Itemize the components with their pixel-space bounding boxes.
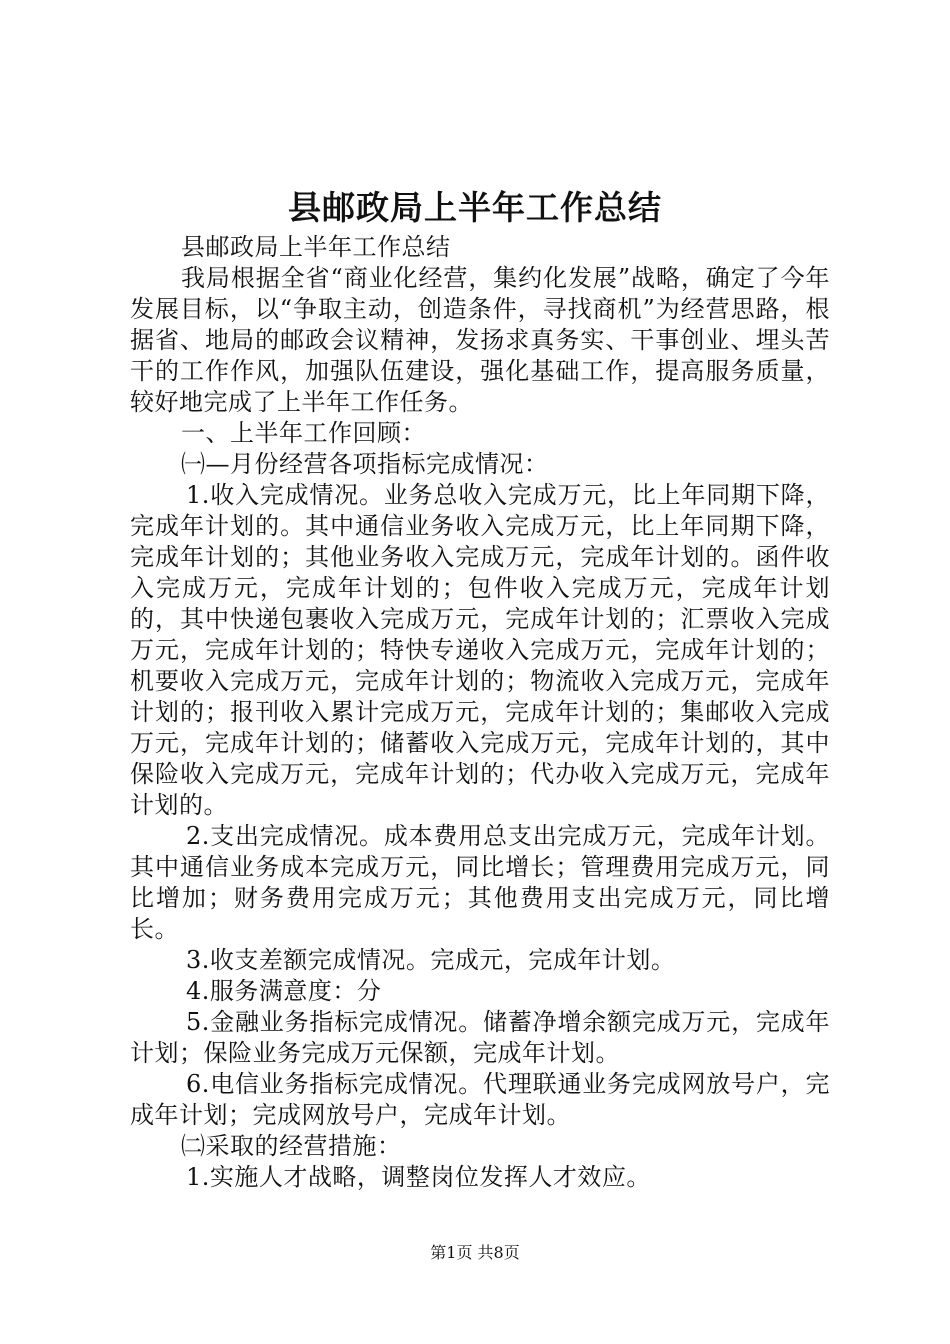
paragraph-balance: 3.收支差额完成情况。完成元，完成年计划。 [186,946,676,974]
document-title: 县邮政局上半年工作总结 [288,188,662,227]
subsection-heading-measures: ㈡采取的经营措施： [181,1132,402,1160]
paragraph-talent-strategy: 1.实施人才战略，调整岗位发挥人才效应。 [186,1163,651,1191]
section-heading-review: 一、上半年工作回顾： [181,419,426,447]
paragraph-subtitle: 县邮政局上半年工作总结 [181,233,451,261]
paragraph-telecom: 6.电信业务指标完成情况。代理联通业务完成网放号户，完成年计划；完成网放号户，完成年计划。 [130,1070,830,1129]
paragraph-satisfaction: 4.服务满意度：分 [186,977,382,1005]
paragraph-income: 1.收入完成情况。业务总收入完成万元，比上年同期下降，完成年计划的。其中通信业务收入完成万元，比上年同期下降，完成年计划的；其他业务收入完成万元，完成年计划的。函件收入完成万元，完成年计划的；包件收入完成万元，完成年计划的，其中快递包裹收入完成万元，完成年计划的；汇票收入完成万元，完成年计划的；特快专递收入完成万元，完成年计划的；机要收入完成万元，完成年计划的；物流收入完成万元，完成年计划的；报刊收入累计完成万元，完成年计划的；集邮收入完成万元，完成年计划的；储蓄收入完成万元，完成年计划的，其中保险收入完成万元，完成年计划的；代办收入完成万元，完成年计划的。 [130,481,830,819]
paragraph-intro: 我局根据全省“商业化经营，集约化发展”战略，确定了今年发展目标，以“争取主动，创造条件，寻找商机”为经营思路，根据省、地局的邮政会议精神，发扬求真务实、干事创业、埋头苦干的工作作风，加强队伍建设，强化基础工作，提高服务质量，较好地完成了上半年工作任务。 [130,264,830,416]
paragraph-expenditure: 2.支出完成情况。成本费用总支出完成万元，完成年计划。其中通信业务成本完成万元，同比增长；管理费用完成万元，同比增加；财务费用完成万元；其他费用支出完成万元，同比增长。 [130,822,830,943]
page-footer: 第1页 共8页 [430,1243,520,1262]
subsection-heading-indicators: ㈠—月份经营各项指标完成情况： [181,450,549,478]
paragraph-finance: 5.金融业务指标完成情况。储蓄净增余额完成万元，完成年计划；保险业务完成万元保额，完成年计划。 [130,1008,830,1067]
document-body [130,232,830,1193]
